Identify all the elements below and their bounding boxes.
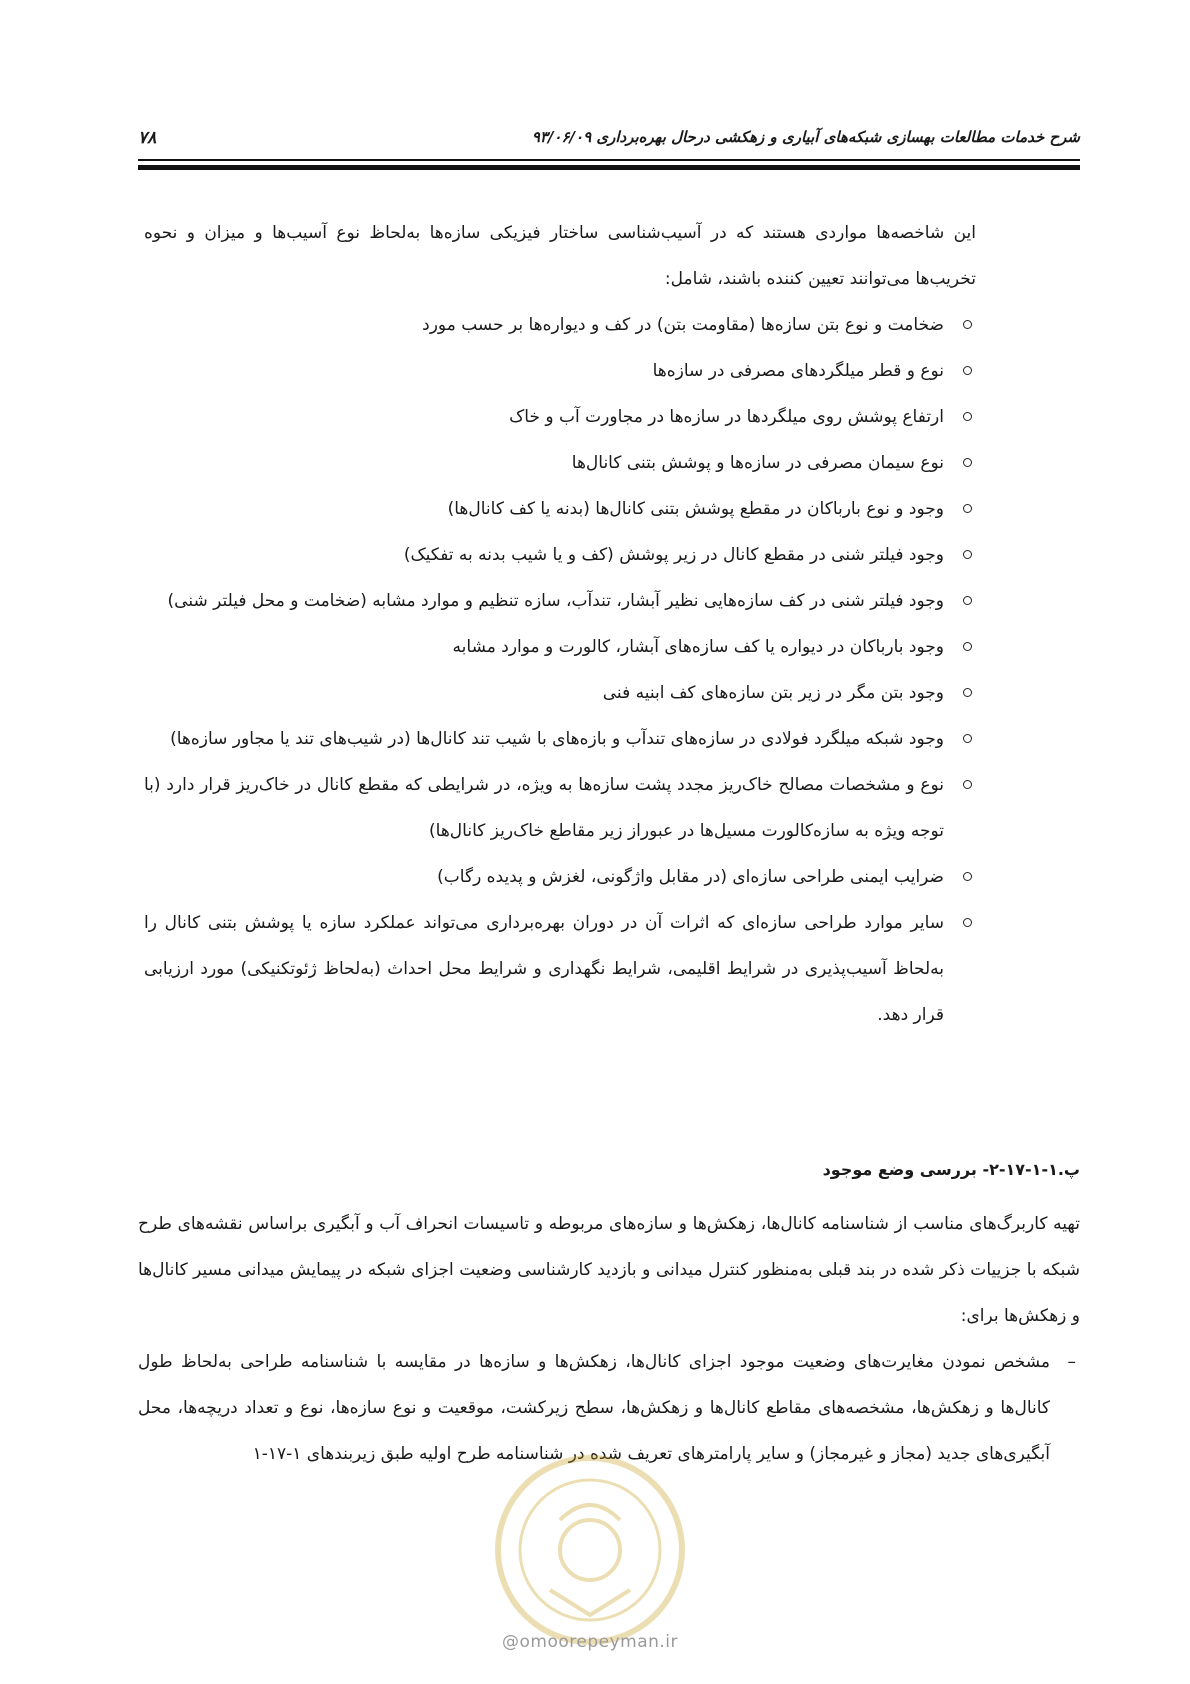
watermark-url: @omoorepeyman.ir	[501, 1632, 679, 1652]
circle-bullet-icon	[963, 734, 972, 743]
list-item: ضخامت و نوع بتن سازه‌ها (مقاومت بتن) در کف و دیواره‌ها بر حسب مورد	[144, 302, 976, 348]
list-item: نوع سیمان مصرفی در سازه‌ها و پوشش بتنی کانال‌ها	[144, 440, 976, 486]
list-item: وجود فیلتر شنی در مقطع کانال در زیر پوشش (کف و یا شیب بدنه به تفکیک)	[144, 532, 976, 578]
circle-bullet-icon	[963, 320, 972, 329]
dash-bullet: –	[1067, 1352, 1076, 1372]
document-title: شرح خدمات مطالعات بهسازی شبکه‌های آبیاری و زهکشی درحال بهره‌برداری ۹۳/۰۶/۰۹	[531, 128, 1080, 146]
circle-bullet-icon	[963, 872, 972, 881]
section-heading: پ.۱-۱-۱۷-۲- بررسی وضع موجود	[822, 1160, 1080, 1179]
circle-bullet-icon	[963, 918, 972, 927]
intro-paragraph: این شاخصه‌ها مواردی هستند که در آسیب‌شناسی ساختار فیزیکی سازه‌ها به‌لحاظ نوع آسیب‌ها و میزان و نحوه تخریب‌ها می‌توانند تعیین کننده باشند، شامل:	[144, 223, 976, 289]
page-number: ۷۸	[138, 128, 157, 148]
list-item: ارتفاع پوشش روی میلگردها در سازه‌ها در مجاورت آب و خاک	[144, 394, 976, 440]
list-item: ضرایب ایمنی طراحی سازه‌ای (در مقابل واژگونی، لغزش و پدیده رگاب)	[144, 854, 976, 900]
circle-bullet-icon	[963, 504, 972, 513]
circle-bullet-icon	[963, 366, 972, 375]
circle-bullet-icon	[963, 412, 972, 421]
circle-bullet-icon	[963, 596, 972, 605]
list-item: وجود بتن مگر در زیر بتن سازه‌های کف ابنیه فنی	[144, 670, 976, 716]
list-item: وجود بارباکان در دیواره یا کف سازه‌های آبشار، کالورت و موارد مشابه	[144, 624, 976, 670]
circle-bullet-icon	[963, 458, 972, 467]
page-header	[138, 128, 1080, 152]
existing-status-section	[138, 1155, 1080, 1477]
header-rule-thin	[138, 159, 1080, 161]
list-item: سایر موارد طراحی سازه‌ای که اثرات آن در دوران بهره‌برداری می‌تواند عملکرد سازه یا پوشش بتنی کانال را به‌لحاظ آسیب‌پذیری در شرایط اقلیمی، شرایط نگهداری و شرایط محل احداث (به‌لحاظ ژئوتکنیکی) مورد ارزیابی قرار دهد.	[144, 900, 976, 1038]
list-item: نوع و قطر میلگردهای مصرفی در سازه‌ها	[144, 348, 976, 394]
circle-bullet-icon	[963, 642, 972, 651]
list-item: نوع و مشخصات مصالح خاک‌ریز مجدد پشت سازه‌ها به ویژه، در شرایطی که مقطع کانال در خاک‌ریز قرار دارد (با توجه ویژه به سازه‌کالورت مسیل‌ها در عبوراز زیر مقاطع خاک‌ریز کانال‌ها)	[144, 762, 976, 854]
circle-bullet-icon	[963, 688, 972, 697]
circle-bullet-icon	[963, 780, 972, 789]
body-content	[144, 210, 976, 1038]
header-rule-thick	[138, 165, 1080, 170]
list-item: وجود فیلتر شنی در کف سازه‌هایی نظیر آبشار، تندآب، سازه تنظیم و موارد مشابه (ضخامت و محل فیلتر شنی)	[144, 578, 976, 624]
section-paragraph: تهیه کاربرگ‌های مناسب از شناسنامه کانال‌ها، زهکش‌ها و سازه‌های مربوطه و تاسیسات انحراف آب و آبگیری براساس نقشه‌های طرح شبکه با جزییات ذکر شده در بند قبلی به‌منظور کنترل میدانی و بازدید کارشناسی وضعیت اجزای شبکه در پیمایش میدانی مسیر کانال‌ها و زهکش‌ها برای:	[138, 1214, 1080, 1326]
list-item: – مشخص نمودن مغایرت‌های وضعیت موجود اجزای کانال‌ها، زهکش‌ها و سازه‌ها در مقایسه با شناسنامه طراحی به‌لحاظ طول کانال‌ها و زهکش‌ها، مشخصه‌های مقاطع کانال‌ها و زهکش‌ها، سطح زیرکشت، موقعیت و نوع سازه‌ها، نوع و تعداد دریچه‌ها، محل آبگیری‌های جدید (مجاز و غیرمجاز) و سایر پارامترهای تعریف شده در شناسنامه طرح اولیه طبق زیربندهای ۱-۱۷-۱	[138, 1339, 1080, 1477]
list-item: وجود و نوع بارباکان در مقطع پوشش بتنی کانال‌ها (بدنه یا کف کانال‌ها)	[144, 486, 976, 532]
list-item: وجود شبکه میلگرد فولادی در سازه‌های تندآب و بازه‌های با شیب تند کانال‌ها (در شیب‌های تند یا مجاور سازه‌ها)	[144, 716, 976, 762]
criteria-list	[144, 302, 976, 1038]
circle-bullet-icon	[963, 550, 972, 559]
watermark-seal-icon	[490, 1440, 690, 1660]
